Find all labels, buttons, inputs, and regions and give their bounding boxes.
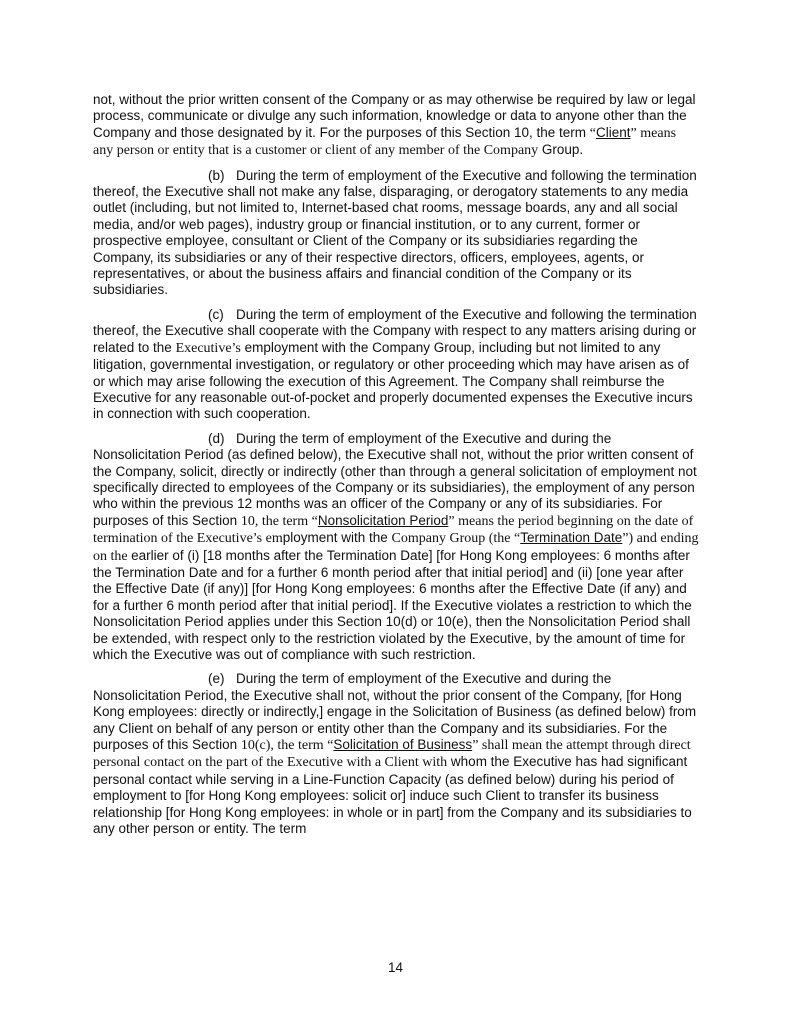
- defined-term-solicitation-of-business: Solicitation of Business: [333, 737, 473, 753]
- text-run: ” means any person or entity that is a customer or client of any member of the Company: [93, 125, 677, 159]
- text-run: During the term of employment of the Executive and following the termination thereof, the Executive shall cooperate with the Company with respect to any matters arising during or related to the: [93, 306, 697, 355]
- paragraph-c: [93, 307, 699, 423]
- text-run: Group.: [538, 142, 584, 158]
- text-run: During the term of employment of the Executive and during the Nonsolicitation Period (as defined below), the Executive shall not, without the prior written consent of the Company, solicit, directly or indirectly (other than through a general solicitation of employment not specifically directed to employees of the Company or its subsidiaries), the employment of any person who within the previous 12 months was an officer of the Company or any of its subsidiaries. For purposes of this Section: [93, 430, 697, 528]
- text-run: earlier of (i) [18 months after the Termination Date] [for Hong Kong employees: 6 months after the Termination Date and for a further 6 month period after that initial period] and (ii) [one year after the Effective Date (if any)] [for Hong Kong employees: 6 months after the Effective Date (if any) and for a further 6 month period after that initial period]. If the Executive violates a restriction to which the Nonsolicitation Period applies under this Section 10(d) or 10(e), then the Nonsolicitation Period shall be extended, with respect only to the restriction violated by the Executive, by the amount of time for which the Executive was out of compliance with such restriction.: [93, 547, 692, 662]
- text-run: 10(c), the term “: [240, 738, 334, 754]
- text-run: Company Group (the “: [391, 531, 521, 547]
- paragraph-continuation: [93, 92, 699, 160]
- paragraph-b: [93, 168, 699, 299]
- clause-label: (b): [208, 167, 225, 183]
- text-run: ployment with the: [282, 530, 392, 546]
- text-run: ”) and ending on the: [93, 531, 699, 564]
- clause-label: (d): [208, 430, 225, 446]
- paragraph-e: [93, 671, 699, 837]
- text-run: whom the Executive has had significant personal contact while serving in a Line-Function Capacity (as defined below) during his period of employment to [for Hong Kong employees: solicit or] induce such Client to transfer its business relationship [for Hong Kong employees: in whole or in part] from the Company and its subsidiaries to any other person or entity. The term: [93, 754, 692, 837]
- text-run: ” means the period beginning on the date of termination of the Executive’s em: [93, 513, 694, 547]
- defined-term-nonsolicitation-period: Nonsolicitation Period: [317, 512, 449, 528]
- text-run: During the term of employment of the Executive and during the Nonsolicitation Period, the Executive shall not, without the prior consent of the Company, [for Hong Kong employees: directly or indirectly,] engage in the Solicitation of Business (as defined below) from any Client on behalf of any person or entity other than the Company and its subsidiaries. For the purposes of this Section: [93, 671, 697, 753]
- text-run: During the term of employment of the Executive and following the termination thereof, the Executive shall not make any false, disparaging, or derogatory statements to any media outlet (including, but not limited to, Internet-based chat rooms, message boards, any and all social media, and/or web pages), industry group or financial institution, or to any current, former or prospective employee, consultant or Client of the Company or its subsidiaries regarding the Company, its subsidiaries or any of their respective directors, officers, employees, agents, or representatives, or about the business affairs and financial condition of the Company or its subsidiaries.: [93, 167, 697, 298]
- open-quote: “: [589, 125, 597, 141]
- text-run: employment with the Company Group, including but not limited to any litigation, governmental investigation, or regulatory or other proceeding which may have arisen as of or which may arise following the execution of this Agreement. The Company shall reimburse the Executive for any reasonable out-of-pocket and properly documented expenses the Executive incurs in connection with such cooperation.: [93, 339, 693, 422]
- text-run: ” shall mean the attempt through direct personal contact on the part of the Executive with a Client with: [93, 738, 691, 771]
- document-page: [93, 92, 699, 845]
- defined-term-client: Client: [596, 124, 631, 140]
- clause-label: (e): [208, 671, 225, 687]
- page-number: 14: [387, 960, 404, 975]
- text-run: Executive’s: [175, 340, 241, 356]
- paragraph-d: [93, 431, 699, 664]
- text-run: 10, the term “: [240, 513, 318, 529]
- text-run: not, without the prior written consent of the Company or as may otherwise be required by law or legal process, communicate or divulge any such information, knowledge or data to anyone other than the Company and those designated by it. For the purposes of this Section 10, the term: [93, 92, 696, 140]
- clause-label: (c): [208, 306, 224, 322]
- defined-term-termination-date: Termination Date: [520, 530, 623, 546]
